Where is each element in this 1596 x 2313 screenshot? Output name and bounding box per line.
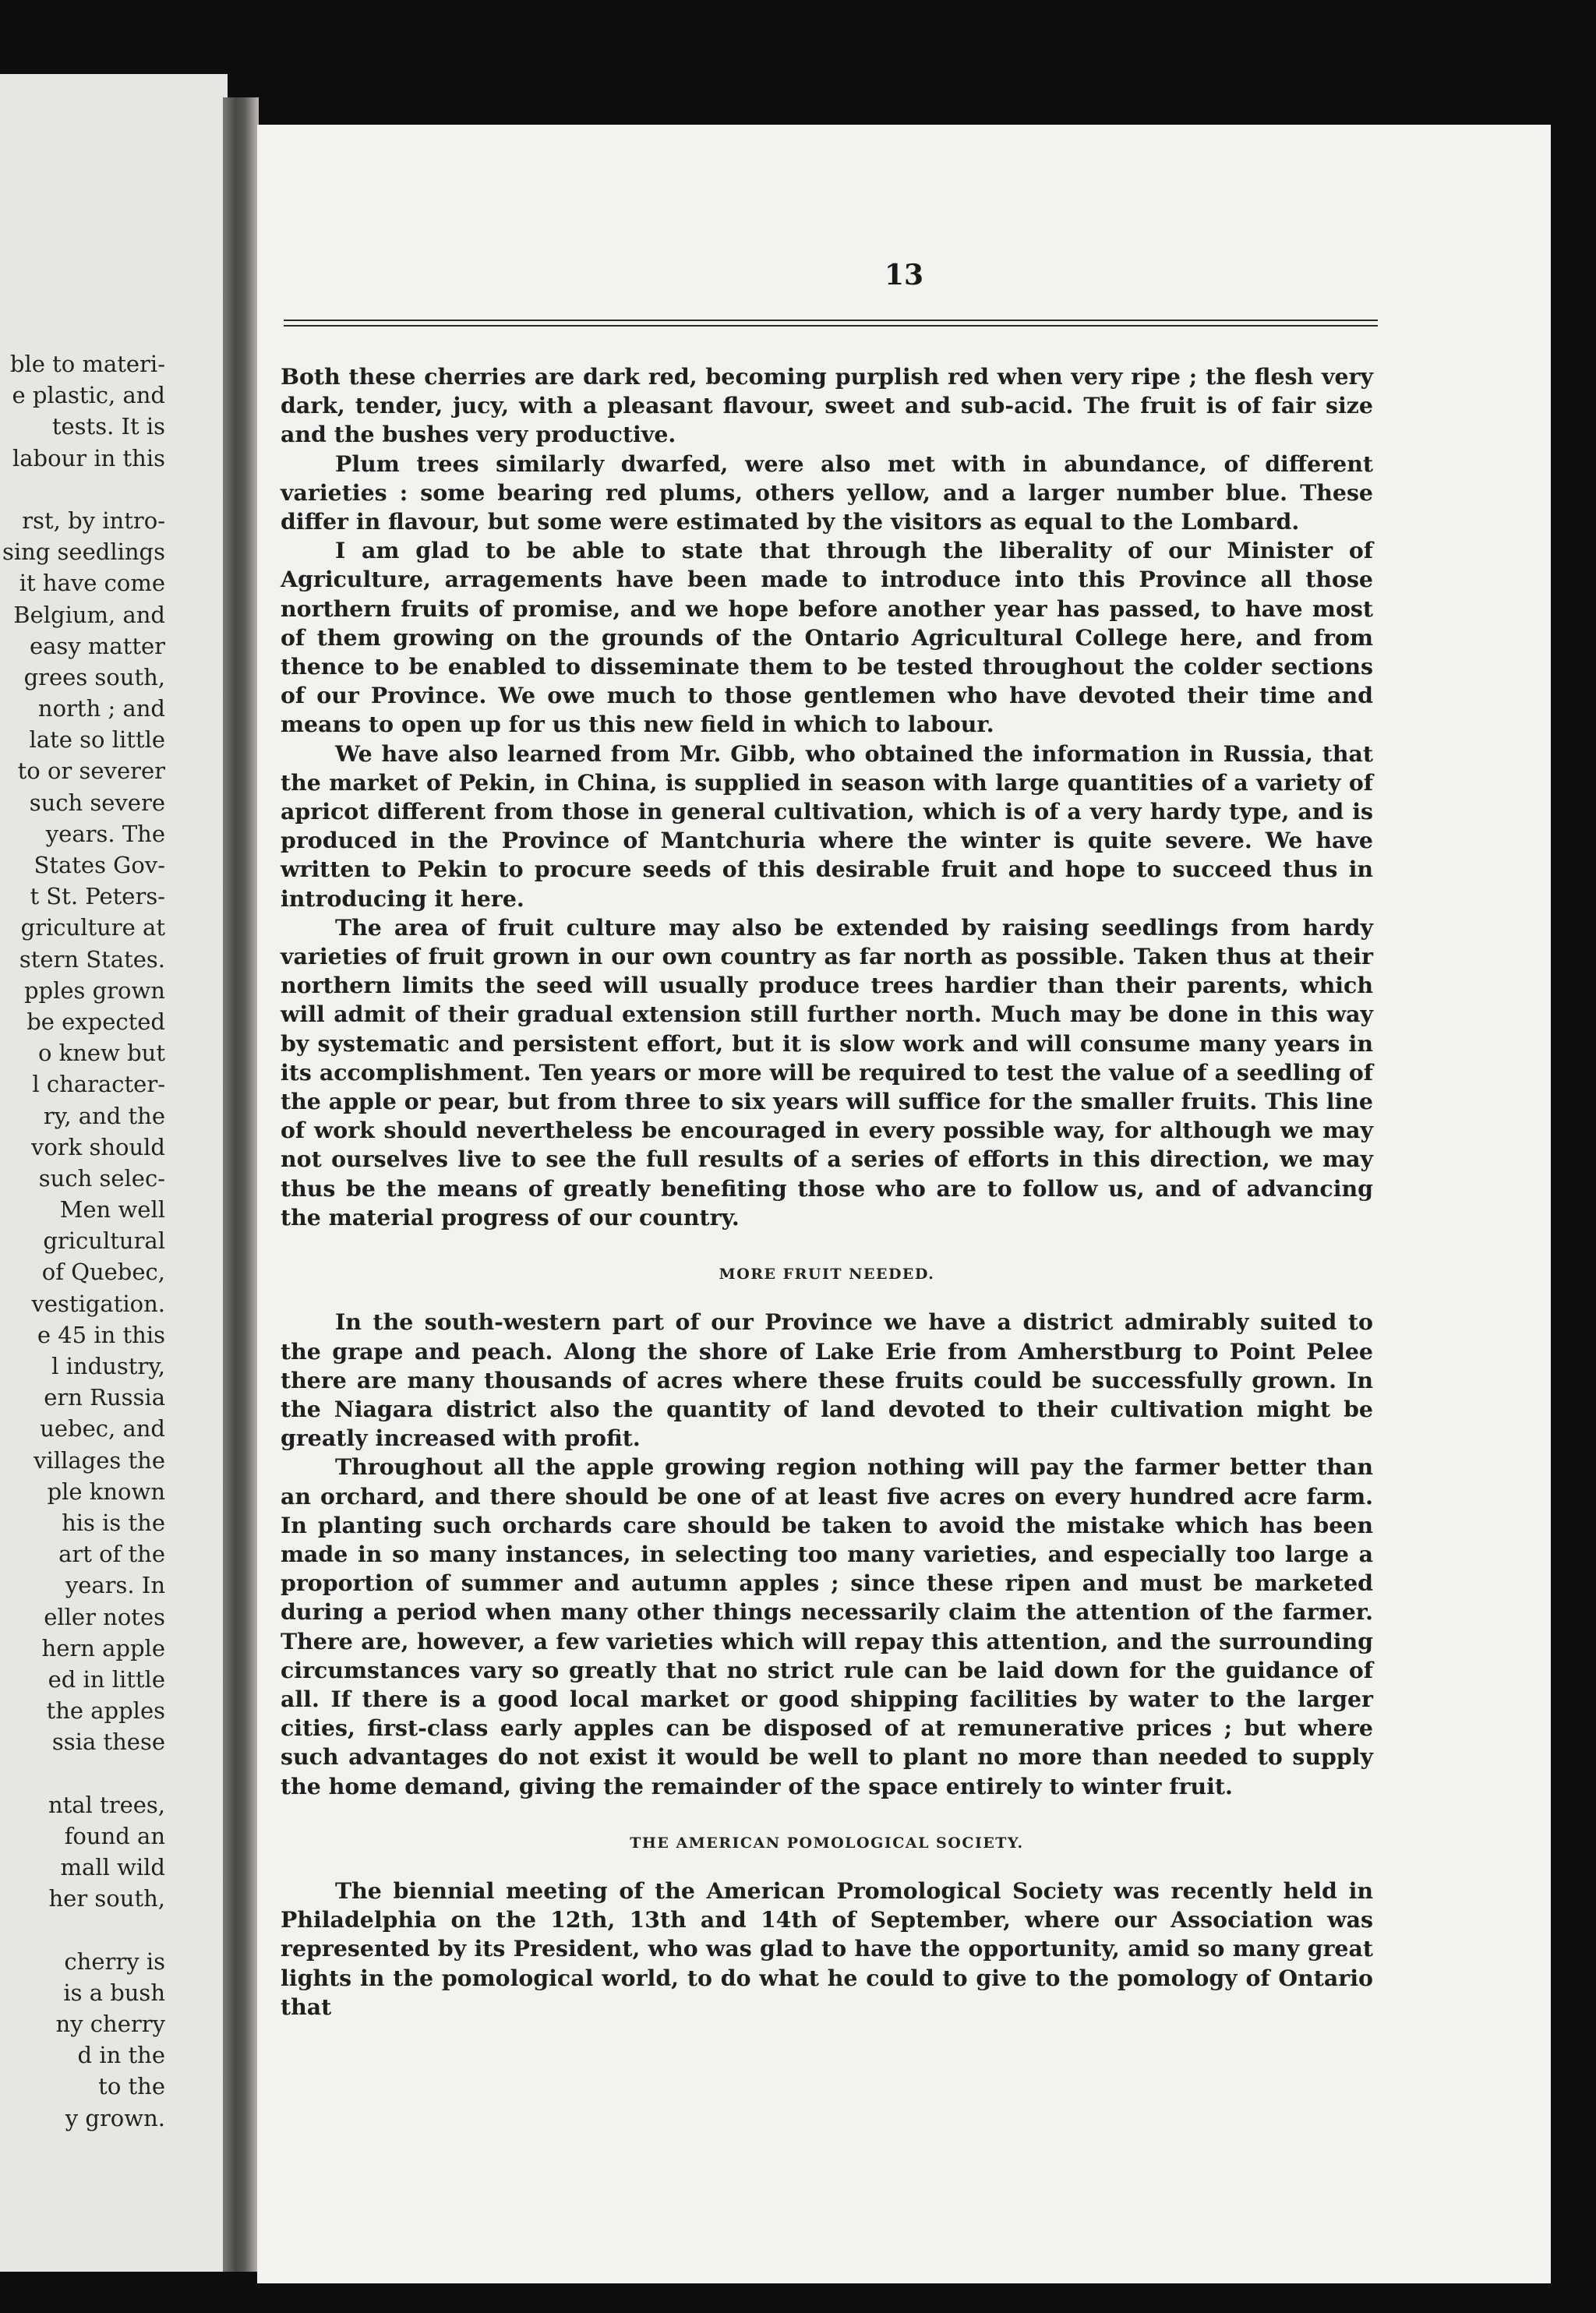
left-page-line: vestigation. <box>31 1290 165 1317</box>
left-page-line: such severe <box>29 789 165 816</box>
left-page-line: years. In <box>65 1572 165 1599</box>
left-page-line: it have come <box>19 570 165 597</box>
left-page-line: t St. Peters- <box>30 883 165 910</box>
left-page-text <box>0 348 165 2134</box>
paragraph: Throughout all the apple growing region nothing will pay the farmer better than an orchard, and there should be one of at least five acres on every hundred acre farm. In planting such orchards care should be taken to avoid the mistake which has been made in so many instances, in selecting too many varieties, and especially too large a proportion of summer and autumn apples ; since these ripen and must be marketed during a period when many other things necessarily claim the attention of the farmer. There are, however, a few varieties which will repay this attention, and the surrounding circumstances vary so greatly that no strict rule can be laid down for the guidance of all. If there is a good local market or good shipping facilities by water to the larger cities, first-class early apples can be disposed of at remunerative prices ; but where such advantages do not exist it would be well to plant no more than needed to supply the home demand, giving the remainder of the space entirely to winter fruit. <box>281 1453 1373 1799</box>
left-page-line: cherry is <box>64 1948 165 1975</box>
page-body <box>281 362 1373 2022</box>
left-page-line: ntal trees, <box>48 1791 165 1818</box>
left-page-line: be expected <box>26 1008 165 1035</box>
left-page-line: o knew but <box>37 1040 165 1067</box>
left-page-line: to or severer <box>17 757 165 785</box>
left-page-line: e 45 in this <box>37 1321 165 1348</box>
left-page-line: art of the <box>58 1541 165 1568</box>
left-page-line: States Gov- <box>34 852 165 878</box>
left-page-line: ssia these <box>51 1729 165 1756</box>
header-double-rule <box>284 320 1378 327</box>
left-page-line: such selec- <box>38 1164 165 1192</box>
book-gutter <box>223 97 259 2272</box>
left-page-line: her south, <box>48 1885 165 1912</box>
page-number: 13 <box>884 259 924 291</box>
left-page-line: l industry, <box>51 1353 165 1379</box>
left-page-line <box>0 1914 165 1945</box>
left-page-line: easy matter <box>29 632 165 659</box>
paragraph: We have also learned from Mr. Gibb, who obtained the information in Russia, that the market of Pekin, in China, is supplied in season with large quantities of a variety of apricot different from those in general cultivation, which is of a very hardy type, and is produced in the Province of Mantchuria where the winter is quite severe. We have written to Pekin to procure seeds of this desirable fruit and hope to succeed thus in introducing it here. <box>281 740 1373 912</box>
main-page <box>257 125 1551 2283</box>
left-page-line: his is the <box>62 1509 165 1536</box>
left-page-line: sing seedlings <box>2 539 165 566</box>
left-page-line: tests. It is <box>51 413 165 440</box>
left-page-line: hern apple <box>41 1634 165 1661</box>
left-page-line <box>0 474 165 505</box>
left-page-line: villages the <box>34 1446 165 1474</box>
left-page-line: pples grown <box>23 976 165 1004</box>
left-page-line: ry, and the <box>43 1102 165 1129</box>
left-page-line: years. The <box>45 820 165 847</box>
left-page-line: ed in little <box>48 1665 165 1693</box>
left-facing-page <box>0 74 228 2272</box>
left-page-line: gricultural <box>43 1227 165 1255</box>
left-page-line: Men well <box>59 1196 165 1224</box>
left-page-line: l character- <box>32 1071 165 1098</box>
left-page-line: uebec, and <box>40 1415 165 1443</box>
section-heading-pomological-society: THE AMERICAN POMOLOGICAL SOCIETY. <box>630 1834 1024 1852</box>
left-page-line: d in the <box>77 2042 165 2069</box>
paragraph: I am glad to be able to state that through the liberality of our Minister of Agriculture, arragements have been made to introduce into this Province all those northern fruits of promise, and we hope before another year has passed, to have most of them growing on the grounds of the Ontario Agricultural College here, and from thence to be enabled to disseminate them to be tested throughout the colder sections of our Province. We owe much to those gentlemen who have devoted their time and means to open up for us this new field in which to labour. <box>281 537 1373 738</box>
left-page-line <box>0 1757 165 1789</box>
paragraph: The biennial meeting of the American Promological Society was recently held in Philadelphia on the 12th, 13th and 14th of September, where our Association was represented by its President, who was glad to have the opportunity, amid so many great lights in the pomological world, to do what he could to give to the pomology of Ontario that <box>281 1877 1373 2020</box>
paragraph: In the south-western part of our Province we have a district admirably suited to the grape and peach. Along the shore of Lake Erie from Amherstburg to Point Pelee there are many thousands of acres where these fruits could be successfully grown. In the Niagara district also the quantity of land devoted to their cultivation might be greatly increased with profit. <box>281 1308 1373 1452</box>
left-page-line: mall wild <box>60 1854 165 1880</box>
left-page-line: grees south, <box>23 663 165 690</box>
section-heading-more-fruit: MORE FRUIT NEEDED. <box>719 1266 935 1284</box>
left-page-line: the apples <box>46 1697 165 1725</box>
left-page-line: labour in this <box>12 444 165 471</box>
left-page-line: vork should <box>30 1133 165 1160</box>
left-page-line: stern States. <box>19 945 165 973</box>
left-page-line: found an <box>64 1822 165 1849</box>
left-page-line: north ; and <box>37 695 165 722</box>
left-page-line: ny cherry <box>55 2010 165 2037</box>
left-page-line: e plastic, and <box>12 382 165 409</box>
left-page-line: y grown. <box>65 2104 165 2131</box>
left-page-line: ern Russia <box>44 1384 165 1411</box>
left-page-line: griculture at <box>20 914 165 941</box>
left-page-line: to the <box>98 2073 165 2100</box>
left-page-line: ble to materi- <box>9 351 165 377</box>
left-page-line: rst, by intro- <box>22 507 165 534</box>
left-page-line: of Quebec, <box>41 1259 165 1286</box>
paragraph: Plum trees similarly dwarfed, were also met with in abundance, of different varieties : some bearing red plums, others yellow, and a larger number blue. These differ in flavour, but some were estimated by the visitors as equal to the Lombard. <box>281 450 1373 535</box>
left-page-line: eller notes <box>44 1603 165 1630</box>
left-page-line: is a bush <box>63 1979 165 2006</box>
paragraph: The area of fruit culture may also be extended by raising seedlings from hardy varieties of fruit grown in our own country as far north as possible. Taken thus at their northern limits the seed will usually produce trees hardier than their parents, which will admit of their gradual extension still further north. Much may be done in this way by systematic and persistent effort, but it is slow work and will consume many years in its accomplishment. Ten years or more will be required to test the value of a seedling of the apple or pear, but from three to six years will suffice for the smaller fruits. This line of work should nevertheless be encouraged in every possible way, for although we may not ourselves live to see the full results of a series of efforts in this direction, we may thus be the means of greatly benefiting those who are to follow us, and of advancing the material progress of our country. <box>281 913 1373 1231</box>
left-page-line: ple known <box>47 1478 165 1505</box>
left-page-line: Belgium, and <box>13 601 165 628</box>
left-page-line: late so little <box>29 726 165 754</box>
paragraph: Both these cherries are dark red, becoming purplish red when very ripe ; the flesh very dark, tender, jucy, with a pleasant flavour, sweet and sub-acid. The fruit is of fair size and the bushes very productive. <box>281 363 1373 448</box>
